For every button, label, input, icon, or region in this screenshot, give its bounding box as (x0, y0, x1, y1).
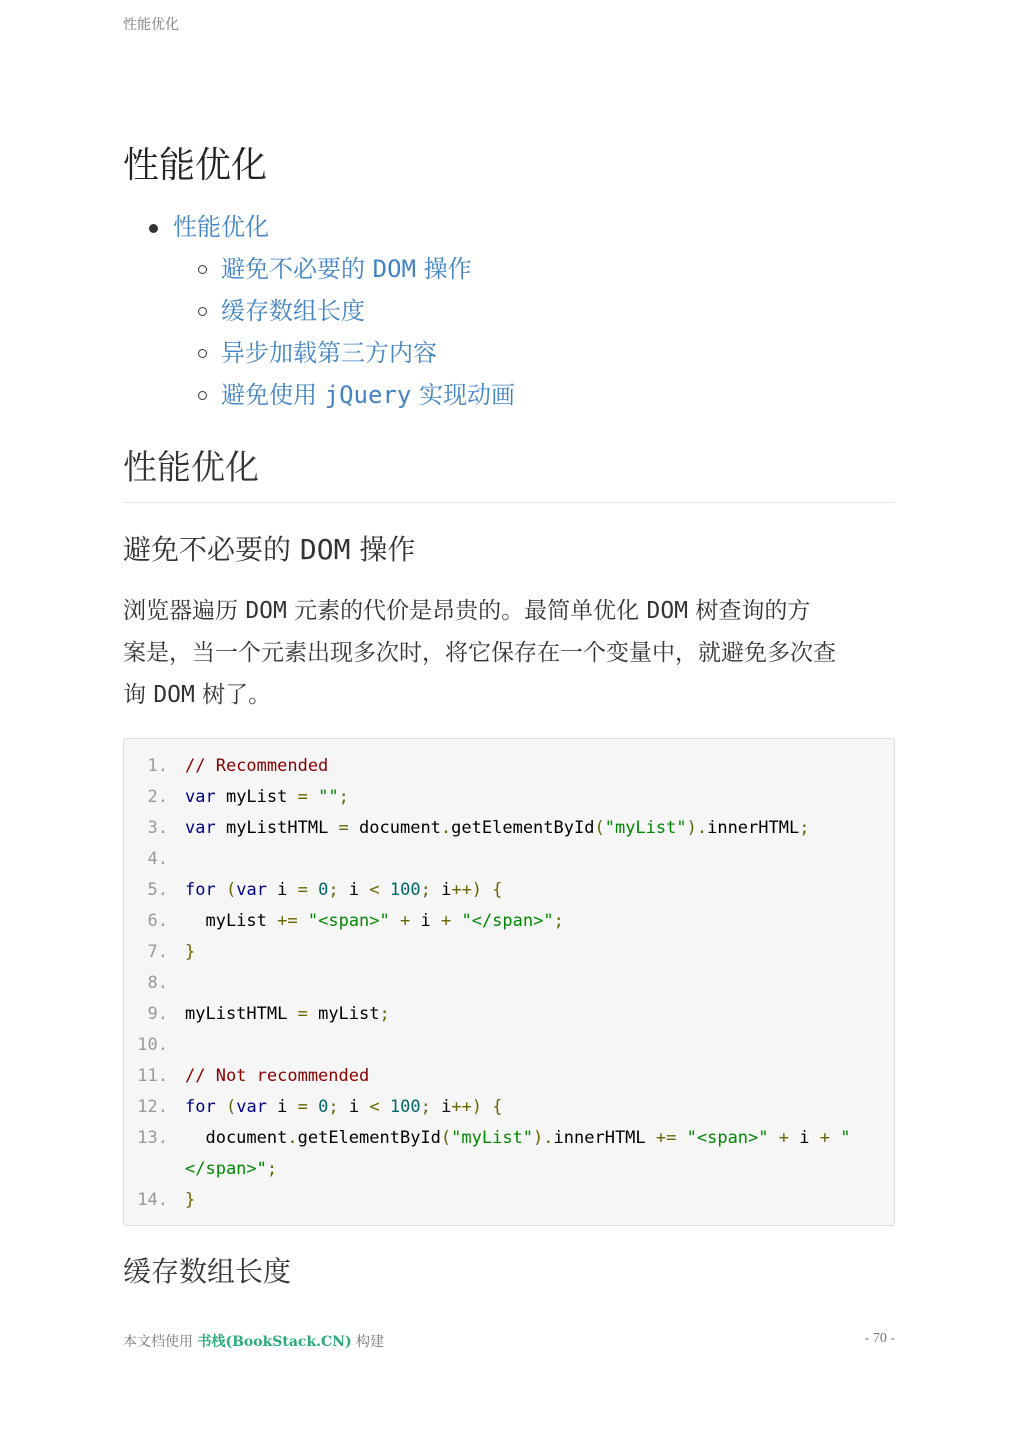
code-token: ( (594, 818, 605, 838)
code-token: ; (420, 880, 431, 900)
heading-text: 操作 (350, 533, 416, 566)
code-token: 0 (318, 1097, 329, 1117)
code-token: ; (420, 1097, 431, 1117)
code-text (185, 906, 564, 937)
code-token: innerHTML (707, 818, 800, 838)
code-token (380, 880, 390, 900)
code-token: + (440, 911, 452, 931)
code-token (308, 1097, 318, 1117)
code-token: = (297, 1004, 308, 1024)
code-text (185, 751, 328, 782)
page-title: 性能优化 (123, 145, 268, 186)
code-token (216, 1097, 226, 1117)
table-of-contents (123, 206, 515, 416)
code-token (380, 1097, 390, 1117)
code-text (185, 875, 503, 906)
code-token: getElementById (297, 1128, 441, 1148)
code-token: ; (799, 818, 810, 838)
code-token: i (430, 880, 452, 900)
footer-text: 本文档使用 (123, 1334, 198, 1350)
toc-link-avoid-jquery[interactable] (221, 381, 515, 409)
code-token: ( (225, 1097, 237, 1117)
body-paragraph (123, 590, 895, 716)
toc-item (123, 374, 515, 416)
code-token: myListHTML (185, 1004, 298, 1024)
code-token (482, 1097, 492, 1117)
running-head: 性能优化 (123, 17, 179, 33)
code-token: 0 (318, 880, 329, 900)
code-token (482, 880, 492, 900)
code-token: . (440, 818, 452, 838)
code-token (390, 911, 400, 931)
code-token: "</span>" (461, 911, 554, 931)
code-token: i (338, 1097, 370, 1117)
code-token: myList (215, 787, 298, 807)
code-token: 100 (389, 1097, 421, 1117)
line-number: 8. (147, 973, 168, 993)
code-token: ( (440, 1128, 452, 1148)
code-token: var (236, 880, 267, 900)
code-token: "" (318, 787, 339, 807)
code-token: ++) (451, 1097, 483, 1117)
code-token: document (185, 1128, 288, 1148)
code-token (830, 1128, 840, 1148)
toc-link-text: 实现动画 (411, 381, 515, 409)
code-token: + (778, 1128, 790, 1148)
code-token: = (297, 787, 308, 807)
code-token: document (348, 818, 441, 838)
line-number: 5. (147, 880, 168, 900)
code-token: i (789, 1128, 820, 1148)
code-token: myList (307, 1004, 380, 1024)
code-text (185, 999, 390, 1030)
code-token: i (266, 1097, 298, 1117)
line-number: 6. (147, 911, 168, 931)
toc-link-async-load[interactable]: 异步加载第三方内容 (221, 339, 437, 367)
code-token: i (266, 880, 298, 900)
toc-link-code: jQuery (324, 381, 412, 409)
code-token: var (185, 787, 216, 807)
line-number: 10. (137, 1035, 168, 1055)
code-token (298, 911, 308, 931)
code-text (185, 1185, 195, 1216)
code-token: < (369, 880, 380, 900)
line-number: 3. (147, 818, 168, 838)
code-token: = (297, 880, 308, 900)
code-token: " (840, 1128, 851, 1148)
code-text (185, 782, 349, 813)
code-text (185, 1061, 369, 1092)
toc-item (123, 248, 515, 290)
line-number: 13. (137, 1128, 168, 1148)
code-token: += (655, 1128, 677, 1148)
toc-link-text: 操作 (416, 255, 472, 283)
code-text (185, 1154, 277, 1185)
code-token: ++) (451, 880, 483, 900)
code-token (308, 787, 318, 807)
paragraph-text: 树了。 (194, 682, 272, 708)
code-token: + (400, 911, 411, 931)
footer-text: 构建 (351, 1334, 385, 1350)
code-token: { (492, 1097, 503, 1117)
code-token: ( (225, 880, 237, 900)
paragraph-text: 元素的代价是昂贵的。最简单优化 (286, 598, 647, 624)
code-token: var (236, 1097, 267, 1117)
code-token (451, 911, 461, 931)
code-token: } (185, 942, 196, 962)
code-token (769, 1128, 779, 1148)
code-token: // Not recommended (185, 1066, 370, 1086)
line-number: 7. (147, 942, 168, 962)
code-token: for (185, 1097, 216, 1117)
inline-code: DOM (245, 598, 287, 624)
code-token: i (338, 880, 370, 900)
toc-item-top (123, 206, 515, 248)
code-token: for (185, 880, 216, 900)
footer-brand-link[interactable]: 书栈(BookStack.CN) (197, 1334, 352, 1350)
code-token: var (185, 818, 216, 838)
code-token: . (287, 1128, 298, 1148)
code-token: "<span>" (307, 911, 390, 931)
code-token: += (277, 911, 298, 931)
heading-code: DOM (299, 533, 351, 566)
code-token: } (185, 1190, 196, 1210)
page-number: - 70 - (864, 1331, 895, 1346)
code-block (123, 738, 895, 1226)
toc-item (123, 290, 515, 332)
code-text (185, 1123, 850, 1154)
section-heading: 性能优化 (123, 442, 895, 503)
code-token: ). (533, 1128, 554, 1148)
toc-link-code: DOM (372, 255, 416, 283)
code-token: + (819, 1128, 830, 1148)
code-token: ; (553, 911, 564, 931)
code-token: getElementById (451, 818, 595, 838)
inline-code: DOM (646, 598, 689, 624)
code-token: = (297, 1097, 308, 1117)
code-token: ; (266, 1159, 278, 1179)
toc-link-avoid-dom[interactable] (221, 255, 472, 283)
code-token: myListHTML (215, 818, 339, 838)
code-token: < (369, 1097, 380, 1117)
toc-link-text: 避免不必要的 (221, 255, 373, 283)
code-token: myList (185, 911, 278, 931)
code-token: "myList" (604, 818, 687, 838)
code-token: { (492, 880, 503, 900)
toc-link-cache-length[interactable]: 缓存数组长度 (221, 297, 365, 325)
line-number: 9. (147, 1004, 168, 1024)
toc-item (123, 332, 515, 374)
toc-link-text: 避免使用 (221, 381, 325, 409)
paragraph-text: 浏览器遍历 (123, 598, 246, 624)
code-text (185, 1092, 503, 1123)
code-token: ; (338, 787, 349, 807)
code-token (216, 880, 226, 900)
toc-subitems (123, 248, 515, 416)
code-token: i (410, 911, 441, 931)
code-token: "<span>" (686, 1128, 769, 1148)
inline-code: DOM (153, 682, 195, 708)
toc-link-performance[interactable]: 性能优化 (173, 213, 269, 241)
line-number: 14. (137, 1190, 168, 1210)
code-text (185, 813, 809, 844)
code-token: </span>" (185, 1159, 267, 1179)
footer-credit (123, 1331, 384, 1351)
code-token: innerHTML (553, 1128, 656, 1148)
code-token: 100 (389, 880, 421, 900)
code-token: "myList" (451, 1128, 534, 1148)
line-number: 4. (147, 849, 168, 869)
code-token (308, 880, 318, 900)
code-token: ; (379, 1004, 390, 1024)
toc-sublist (123, 248, 515, 416)
code-token: ). (686, 818, 708, 838)
paragraph-text: 询 (123, 682, 154, 708)
code-token: ; (328, 1097, 339, 1117)
subsection-heading-avoid-dom (123, 530, 415, 570)
heading-text: 避免不必要的 (123, 533, 300, 566)
line-number: 12. (137, 1097, 168, 1117)
code-text (185, 937, 195, 968)
code-token (676, 1128, 686, 1148)
line-number: 2. (147, 787, 168, 807)
paragraph-text: 案是，当一个元素出现多次时，将它保存在一个变量中，就避免多次查 (123, 640, 836, 666)
paragraph-text: 树查询的方 (688, 598, 811, 624)
line-number: 11. (137, 1066, 168, 1086)
code-token: // Recommended (185, 756, 329, 776)
line-number: 1. (147, 756, 168, 776)
code-token: = (338, 818, 349, 838)
code-token: i (430, 1097, 452, 1117)
code-token: ; (328, 880, 339, 900)
subsection-heading-cache-length: 缓存数组长度 (123, 1255, 292, 1288)
